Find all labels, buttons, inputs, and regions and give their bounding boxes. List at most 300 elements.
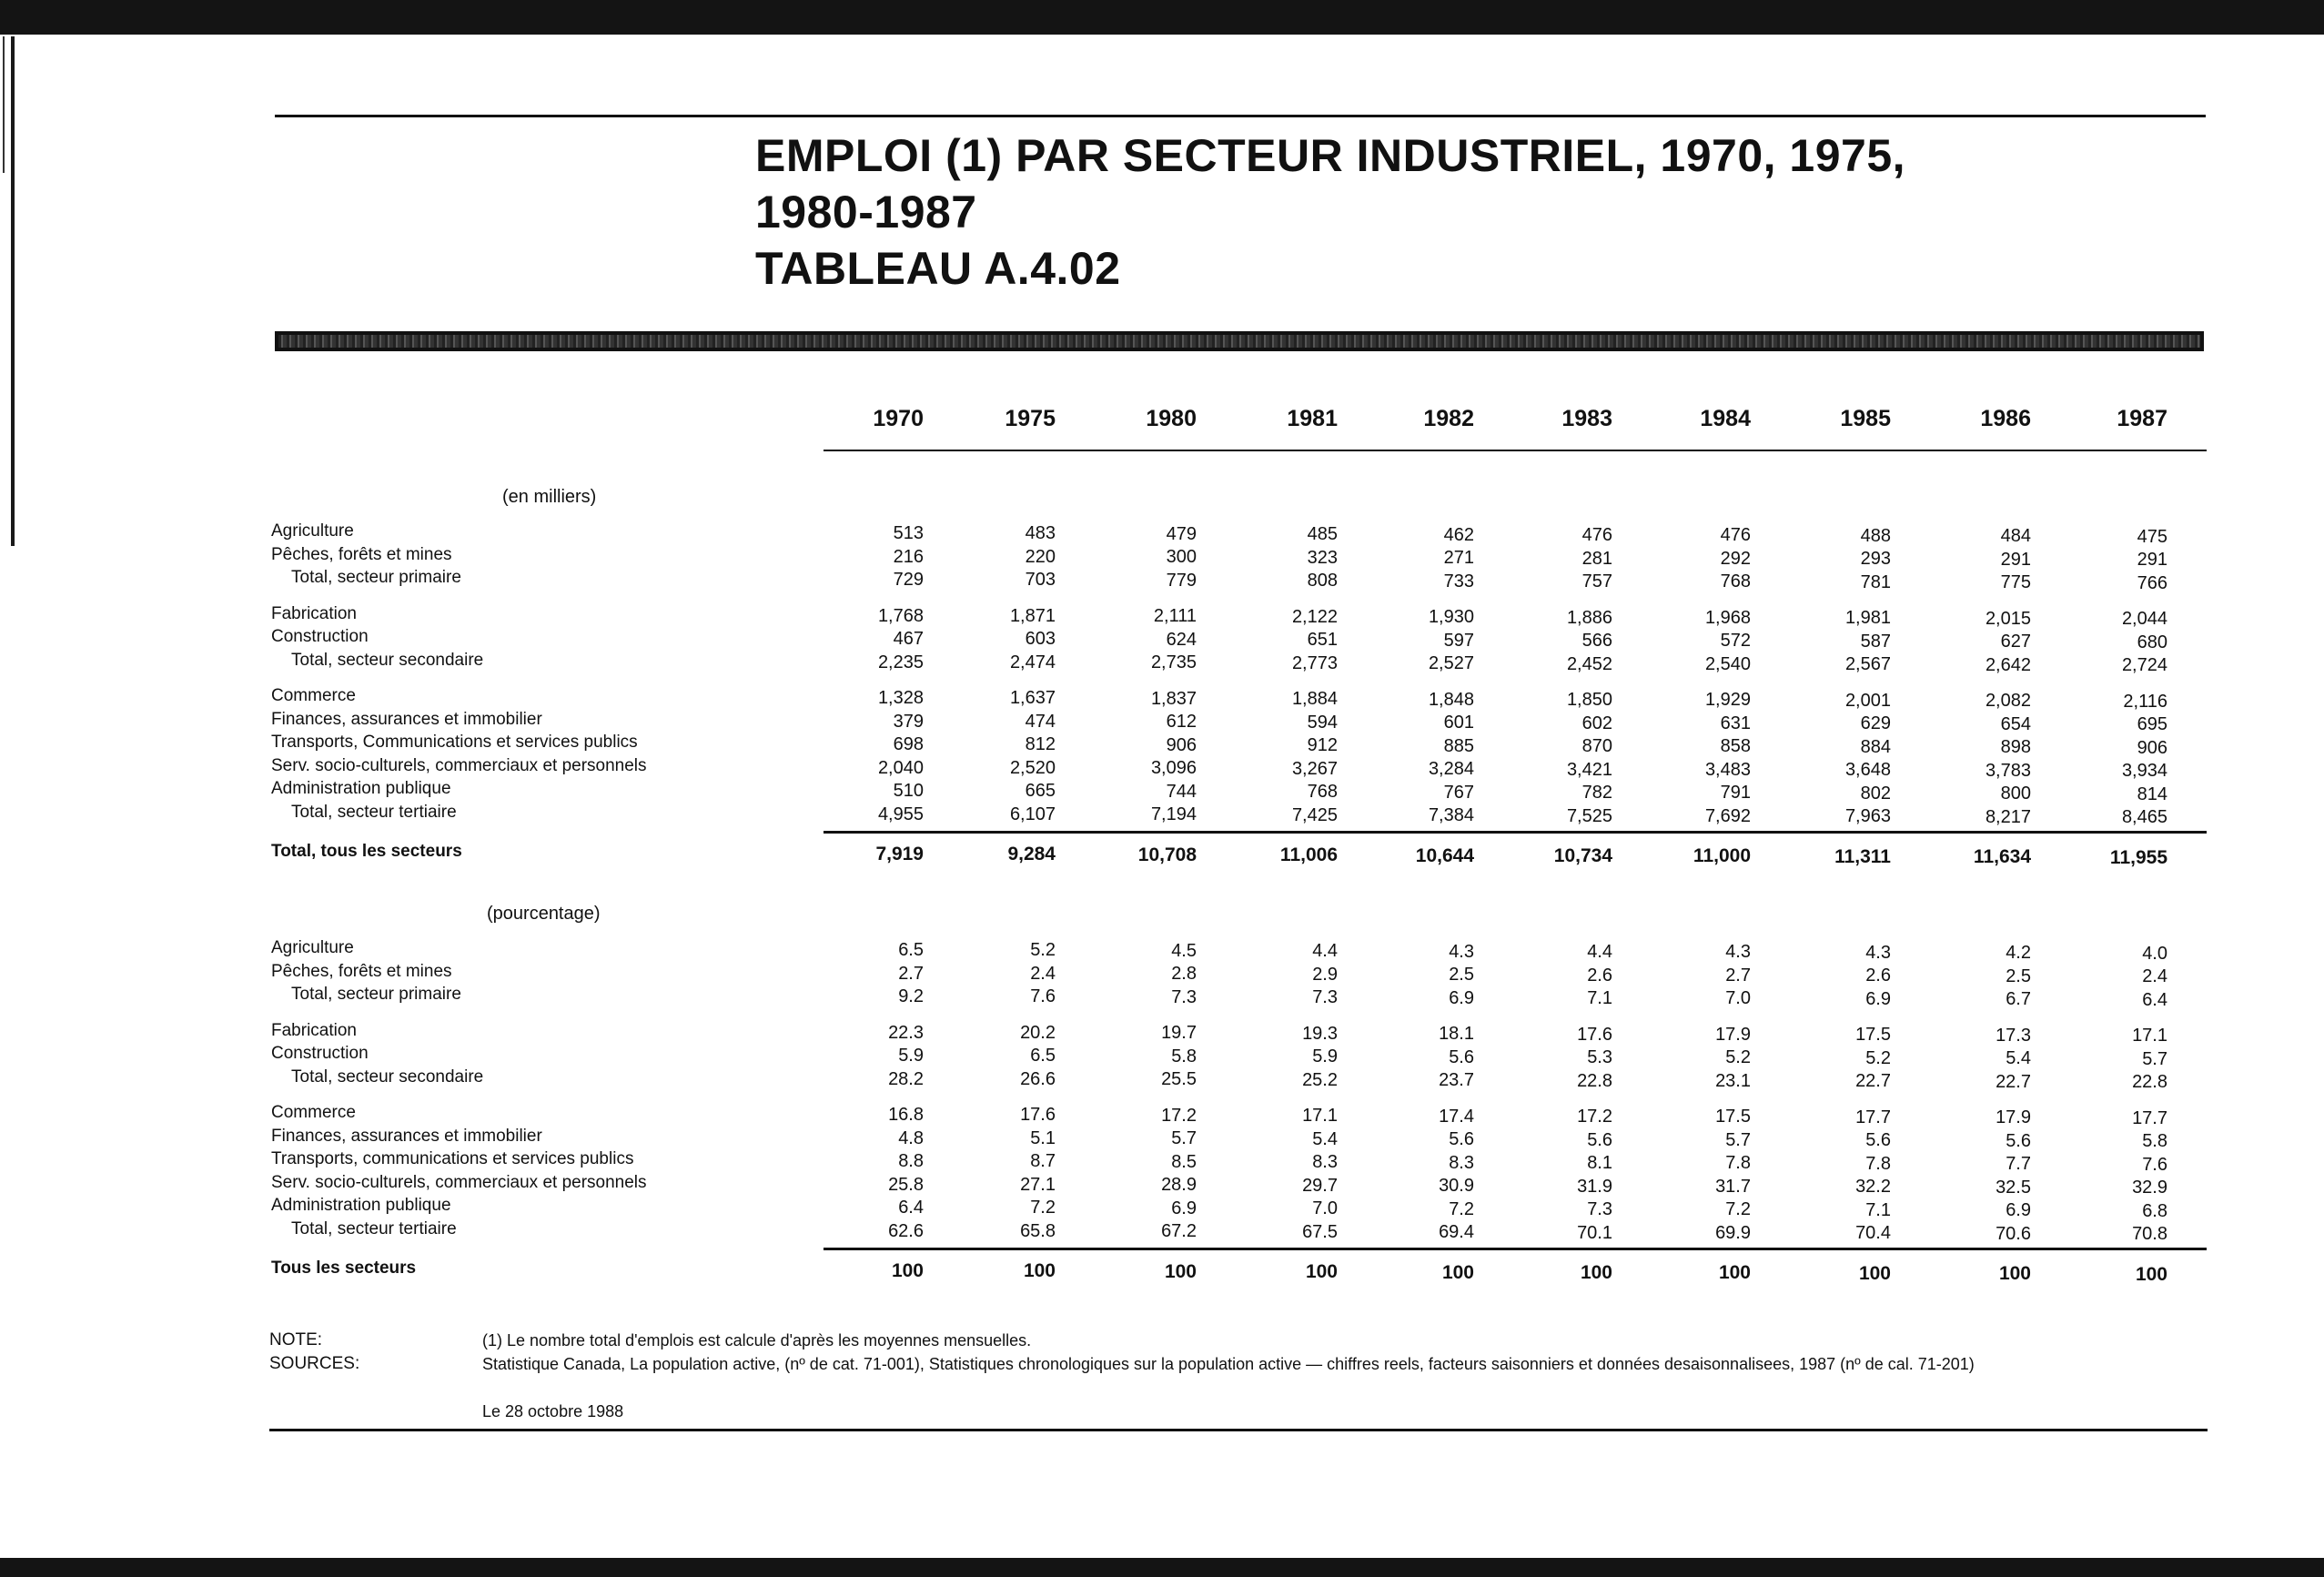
cell-value: 488 [1860, 525, 1891, 546]
cell-value: 19.7 [1161, 1023, 1197, 1044]
cell-value: 17.9 [1715, 1024, 1751, 1045]
cell-value: 7.2 [1449, 1198, 1474, 1219]
cell-value: 5.7 [2142, 1048, 2167, 1069]
cell-value: 67.2 [1161, 1221, 1197, 1242]
cell-value: 2,082 [1985, 691, 2031, 712]
cell-value: 291 [2000, 549, 2031, 570]
cell-value: 4,955 [877, 804, 924, 824]
cell-value: 858 [1720, 736, 1751, 757]
row-label: Fabrication [271, 1020, 357, 1040]
cell-value: 5.9 [898, 1046, 924, 1066]
cell-value: 8.8 [898, 1151, 924, 1171]
cell-value: 1,837 [1150, 688, 1197, 709]
cell-value: 808 [1307, 571, 1338, 591]
cell-value: 7,963 [1844, 806, 1891, 827]
unit-label: (en milliers) [502, 487, 597, 507]
bottom-rule [269, 1429, 2208, 1431]
cell-value: 485 [1307, 524, 1338, 545]
cell-value: 814 [2137, 783, 2167, 804]
total-cell-value: 10,734 [1553, 845, 1612, 866]
total-cell-value: 100 [1718, 1262, 1751, 1284]
cell-value: 3,096 [1150, 758, 1197, 779]
cell-value: 7.7 [2006, 1154, 2031, 1175]
cell-value: 5.2 [1725, 1047, 1751, 1068]
cell-value: 31.7 [1715, 1176, 1751, 1197]
cell-value: 703 [1025, 570, 1056, 591]
cell-value: 6.7 [2006, 989, 2031, 1010]
cell-value: 220 [1025, 546, 1056, 567]
page-title [755, 127, 1905, 297]
cell-value: 2,735 [1150, 652, 1197, 673]
cell-value: 7.6 [2142, 1154, 2167, 1175]
cell-value: 7.2 [1725, 1199, 1751, 1220]
total-cell-value: 11,000 [1692, 845, 1751, 867]
total-cell-value: 7,919 [875, 844, 924, 864]
cell-value: 5.4 [1312, 1128, 1338, 1149]
cell-value: 1,981 [1844, 608, 1891, 629]
cell-value: 768 [1307, 782, 1338, 803]
total-row-label: Total, tous les secteurs [271, 842, 462, 861]
row-label: Finances, assurances et immobilier [271, 709, 542, 729]
cell-value: 2,015 [1985, 608, 2031, 629]
note-text: (1) Le nombre total d'emplois est calcule d'après les moyennes mensuelles. [482, 1331, 1032, 1350]
cell-value: 323 [1307, 547, 1338, 568]
cell-value: 513 [893, 523, 924, 543]
cell-value: 2.9 [1312, 964, 1338, 985]
cell-value: 474 [1025, 711, 1056, 732]
cell-value: 5.6 [2006, 1130, 2031, 1151]
cell-value: 3,783 [1985, 760, 2031, 781]
cell-value: 510 [893, 781, 924, 801]
cell-value: 7.1 [1587, 988, 1612, 1008]
cell-value: 1,328 [877, 688, 924, 708]
cell-value: 597 [1443, 630, 1474, 651]
top-rule [275, 115, 2206, 117]
cell-value: 2,642 [1985, 654, 2031, 675]
cell-value: 25.2 [1302, 1069, 1338, 1090]
cell-value: 476 [1581, 525, 1612, 545]
cell-value: 629 [1860, 713, 1891, 734]
cell-value: 566 [1581, 631, 1612, 651]
row-label: Construction [271, 627, 369, 646]
total-cell-value: 100 [2135, 1263, 2167, 1285]
cell-value: 680 [2137, 632, 2167, 652]
cell-value: 631 [1720, 713, 1751, 733]
cell-value: 612 [1166, 712, 1197, 733]
total-cell-value: 100 [1023, 1260, 1056, 1282]
cell-value: 26.6 [1020, 1068, 1056, 1089]
cell-value: 32.5 [1996, 1177, 2031, 1198]
cell-value: 69.4 [1439, 1222, 1474, 1243]
cell-value: 4.8 [898, 1127, 924, 1148]
cell-value: 2.5 [2006, 965, 2031, 986]
scan-border-top [0, 0, 2324, 35]
cell-value: 744 [1166, 781, 1197, 802]
cell-value: 30.9 [1439, 1176, 1474, 1197]
cell-value: 62.6 [888, 1220, 924, 1241]
year-header-1975: 1975 [1005, 406, 1056, 431]
cell-value: 22.8 [1577, 1070, 1612, 1091]
cell-value: 5.6 [1449, 1046, 1474, 1067]
cell-value: 603 [1025, 629, 1056, 650]
cell-value: 906 [1166, 734, 1197, 755]
row-label: Serv. socio-culturels, commerciaux et personnels [271, 755, 647, 775]
total-cell-value: 100 [1998, 1263, 2031, 1285]
row-label: Total, secteur tertiaire [291, 802, 457, 822]
cell-value: 475 [2137, 526, 2167, 547]
cell-value: 70.6 [1996, 1223, 2031, 1244]
cell-value: 3,267 [1291, 758, 1338, 779]
cell-value: 7.8 [1725, 1153, 1751, 1174]
title-line-2: 1980-1987 [755, 187, 977, 238]
cell-value: 19.3 [1302, 1023, 1338, 1044]
row-label: Administration publique [271, 779, 451, 798]
cell-value: 69.9 [1715, 1222, 1751, 1243]
cell-value: 7,525 [1566, 805, 1612, 826]
cell-value: 8.3 [1312, 1152, 1338, 1173]
title-line-3: TABLEAU A.4.02 [755, 243, 1121, 294]
cell-value: 7,692 [1704, 805, 1751, 826]
cell-value: 7.3 [1171, 986, 1197, 1007]
cell-value: 870 [1581, 736, 1612, 756]
row-label: Agriculture [271, 521, 354, 541]
cell-value: 25.8 [888, 1174, 924, 1195]
row-label: Commerce [271, 686, 356, 705]
cell-value: 6.5 [1030, 1046, 1056, 1066]
year-header-1983: 1983 [1561, 406, 1612, 431]
cell-value: 3,934 [2121, 761, 2167, 782]
cell-value: 6.9 [1171, 1198, 1197, 1218]
cell-value: 65.8 [1020, 1220, 1056, 1241]
cell-value: 1,768 [877, 605, 924, 626]
total-rule [824, 1248, 2207, 1250]
cell-value: 31.9 [1577, 1176, 1612, 1197]
cell-value: 8.1 [1587, 1153, 1612, 1173]
cell-value: 67.5 [1302, 1221, 1338, 1242]
cell-value: 885 [1443, 735, 1474, 756]
cell-value: 800 [2000, 783, 2031, 804]
cell-value: 3,648 [1844, 760, 1891, 781]
total-row-label: Tous les secteurs [271, 1259, 417, 1278]
cell-value: 627 [2000, 632, 2031, 652]
cell-value: 6,107 [1009, 804, 1056, 824]
cell-value: 779 [1166, 570, 1197, 591]
cell-value: 479 [1166, 523, 1197, 544]
cell-value: 5.2 [1865, 1047, 1891, 1068]
cell-value: 4.3 [1865, 942, 1891, 963]
cell-value: 884 [1860, 736, 1891, 757]
cell-value: 2,452 [1566, 653, 1612, 674]
cell-value: 292 [1720, 548, 1751, 569]
total-cell-value: 100 [1858, 1262, 1891, 1284]
cell-value: 17.2 [1577, 1107, 1612, 1127]
cell-value: 2.6 [1865, 965, 1891, 986]
cell-value: 7,194 [1150, 804, 1197, 825]
cell-value: 695 [2137, 714, 2167, 735]
cell-value: 2.7 [898, 963, 924, 984]
cell-value: 2,235 [877, 652, 924, 672]
cell-value: 17.7 [2132, 1107, 2167, 1128]
cell-value: 22.8 [2132, 1072, 2167, 1093]
year-header-1981: 1981 [1287, 406, 1338, 431]
cell-value: 5.2 [1030, 940, 1056, 961]
row-label: Pêches, forêts et mines [271, 961, 452, 981]
date-text: Le 28 octobre 1988 [482, 1402, 624, 1420]
cell-value: 1,930 [1428, 607, 1474, 628]
cell-value: 25.5 [1161, 1069, 1197, 1090]
cell-value: 2,122 [1291, 606, 1338, 627]
scan-edge-mark-2 [3, 36, 5, 173]
cell-value: 767 [1443, 782, 1474, 803]
year-header-1980: 1980 [1146, 406, 1197, 431]
row-label: Agriculture [271, 938, 354, 957]
cell-value: 8.3 [1449, 1152, 1474, 1173]
cell-value: 7,425 [1291, 804, 1338, 825]
row-label: Finances, assurances et immobilier [271, 1126, 542, 1146]
total-cell-value: 100 [891, 1260, 924, 1281]
cell-value: 17.2 [1161, 1105, 1197, 1126]
cell-value: 733 [1443, 571, 1474, 591]
cell-value: 912 [1307, 735, 1338, 756]
cell-value: 2,567 [1844, 654, 1891, 675]
cell-value: 782 [1581, 783, 1612, 803]
cell-value: 601 [1443, 713, 1474, 733]
cell-value: 757 [1581, 571, 1612, 591]
row-label: Total, secteur primaire [291, 568, 461, 587]
cell-value: 4.4 [1587, 942, 1612, 962]
total-cell-value: 100 [1305, 1261, 1338, 1283]
cell-value: 4.4 [1312, 941, 1338, 962]
cell-value: 7.6 [1030, 986, 1056, 1007]
cell-value: 379 [893, 711, 924, 732]
total-cell-value: 11,955 [2109, 846, 2167, 868]
row-label: Fabrication [271, 603, 357, 623]
cell-value: 4.2 [2006, 943, 2031, 964]
cell-value: 6.4 [2142, 989, 2167, 1010]
cell-value: 5.1 [1030, 1127, 1056, 1148]
sources-label: SOURCES: [269, 1354, 360, 1373]
cell-value: 1,886 [1566, 607, 1612, 628]
year-header-1986: 1986 [1980, 406, 2031, 431]
row-label: Serv. socio-culturels, commerciaux et personnels [271, 1172, 647, 1192]
cell-value: 5.8 [1171, 1046, 1197, 1066]
cell-value: 17.4 [1439, 1106, 1474, 1127]
cell-value: 23.1 [1715, 1070, 1751, 1091]
total-cell-value: 11,311 [1834, 845, 1891, 867]
cell-value: 293 [1860, 549, 1891, 570]
cell-value: 1,637 [1009, 688, 1056, 709]
cell-value: 781 [1860, 571, 1891, 592]
cell-value: 22.7 [1855, 1071, 1891, 1092]
cell-value: 3,421 [1566, 759, 1612, 780]
row-label: Total, secteur tertiaire [291, 1218, 457, 1238]
cell-value: 572 [1720, 631, 1751, 652]
cell-value: 281 [1581, 548, 1612, 569]
cell-value: 32.9 [2132, 1178, 2167, 1198]
cell-value: 594 [1307, 712, 1338, 733]
cell-value: 812 [1025, 734, 1056, 755]
cell-value: 2,040 [877, 757, 924, 778]
header-underline [824, 450, 2207, 451]
cell-value: 1,968 [1704, 607, 1751, 628]
cell-value: 2.6 [1587, 965, 1612, 986]
cell-value: 17.5 [1715, 1107, 1751, 1127]
cell-value: 8.7 [1030, 1151, 1056, 1172]
cell-value: 4.5 [1171, 940, 1197, 961]
cell-value: 7.1 [1865, 1199, 1891, 1220]
cell-value: 2.5 [1449, 965, 1474, 986]
cell-value: 1,850 [1566, 690, 1612, 710]
cell-value: 29.7 [1302, 1175, 1338, 1196]
row-label: Transports, communications et services publics [271, 1149, 634, 1168]
title-divider-bar [275, 331, 2204, 351]
cell-value: 4.3 [1725, 942, 1751, 963]
cell-value: 2,724 [2121, 655, 2167, 676]
cell-value: 651 [1307, 630, 1338, 651]
cell-value: 18.1 [1439, 1024, 1474, 1045]
cell-value: 4.3 [1449, 941, 1474, 962]
cell-value: 2,474 [1009, 652, 1056, 672]
cell-value: 5.6 [1587, 1129, 1612, 1150]
cell-value: 5.6 [1449, 1129, 1474, 1150]
cell-value: 291 [2137, 550, 2167, 571]
cell-value: 6.5 [898, 940, 924, 960]
cell-value: 2.7 [1725, 965, 1751, 986]
cell-value: 23.7 [1439, 1070, 1474, 1091]
cell-value: 462 [1443, 524, 1474, 545]
cell-value: 17.9 [1996, 1107, 2031, 1128]
cell-value: 5.3 [1587, 1047, 1612, 1067]
cell-value: 898 [2000, 737, 2031, 758]
row-label: Pêches, forêts et mines [271, 544, 452, 564]
cell-value: 802 [1860, 783, 1891, 804]
cell-value: 906 [2137, 737, 2167, 758]
cell-value: 587 [1860, 631, 1891, 652]
cell-value: 768 [1720, 571, 1751, 592]
cell-value: 2.4 [2142, 966, 2167, 987]
cell-value: 7.3 [1587, 1199, 1612, 1219]
cell-value: 17.1 [1302, 1106, 1338, 1127]
cell-value: 9.2 [898, 986, 924, 1006]
cell-value: 32.2 [1855, 1177, 1891, 1198]
cell-value: 17.5 [1855, 1025, 1891, 1046]
cell-value: 70.1 [1577, 1222, 1612, 1243]
cell-value: 775 [2000, 572, 2031, 593]
cell-value: 8,465 [2121, 807, 2167, 828]
cell-value: 729 [893, 570, 924, 590]
cell-value: 624 [1166, 629, 1197, 650]
cell-value: 7.0 [1725, 988, 1751, 1009]
cell-value: 698 [893, 734, 924, 754]
cell-value: 1,871 [1009, 605, 1056, 626]
year-header-1970: 1970 [873, 406, 924, 431]
cell-value: 6.4 [898, 1198, 924, 1218]
cell-value: 28.2 [888, 1068, 924, 1089]
cell-value: 17.1 [2132, 1026, 2167, 1046]
cell-value: 7.8 [1865, 1153, 1891, 1174]
cell-value: 2,540 [1704, 653, 1751, 674]
cell-value: 665 [1025, 781, 1056, 802]
cell-value: 5.7 [1725, 1129, 1751, 1150]
cell-value: 70.8 [2132, 1224, 2167, 1245]
row-label: Transports, Communications et services publics [271, 733, 638, 752]
cell-value: 300 [1166, 547, 1197, 568]
total-rule [824, 831, 2207, 834]
cell-value: 27.1 [1020, 1174, 1056, 1195]
note-label: NOTE: [269, 1330, 323, 1350]
cell-value: 5.9 [1312, 1046, 1338, 1067]
cell-value: 22.3 [888, 1022, 924, 1043]
scan-border-bottom [0, 1558, 2324, 1577]
cell-value: 7.3 [1312, 987, 1338, 1008]
cell-value: 484 [2000, 526, 2031, 547]
unit-label: (pourcentage) [487, 904, 601, 924]
cell-value: 2,111 [1153, 606, 1197, 627]
cell-value: 2,044 [2121, 609, 2167, 630]
cell-value: 70.4 [1855, 1223, 1891, 1244]
total-cell-value: 10,708 [1137, 844, 1197, 865]
cell-value: 2,001 [1844, 690, 1891, 711]
year-header-1982: 1982 [1423, 406, 1474, 431]
cell-value: 654 [2000, 713, 2031, 734]
total-cell-value: 11,634 [1973, 846, 2031, 868]
cell-value: 17.7 [1855, 1107, 1891, 1127]
cell-value: 5.8 [2142, 1131, 2167, 1152]
total-cell-value: 10,644 [1415, 844, 1474, 866]
row-label: Construction [271, 1044, 369, 1063]
total-cell-value: 9,284 [1007, 844, 1056, 865]
cell-value: 467 [893, 629, 924, 649]
scan-edge-mark [11, 36, 15, 546]
cell-value: 22.7 [1996, 1071, 2031, 1092]
cell-value: 28.9 [1161, 1175, 1197, 1196]
title-line-1: EMPLOI (1) PAR SECTEUR INDUSTRIEL, 1970, 1975, [755, 130, 1906, 181]
cell-value: 17.6 [1577, 1024, 1612, 1045]
cell-value: 766 [2137, 572, 2167, 593]
cell-value: 483 [1025, 523, 1056, 544]
total-cell-value: 100 [1164, 1260, 1197, 1282]
cell-value: 1,884 [1291, 689, 1338, 710]
cell-value: 1,929 [1704, 690, 1751, 711]
cell-value: 6.8 [2142, 1200, 2167, 1221]
cell-value: 20.2 [1020, 1022, 1056, 1043]
cell-value: 5.7 [1171, 1128, 1197, 1149]
cell-value: 476 [1720, 525, 1751, 546]
cell-value: 1,848 [1428, 689, 1474, 710]
cell-value: 2,116 [2123, 691, 2167, 712]
cell-value: 7.0 [1312, 1198, 1338, 1219]
cell-value: 3,483 [1704, 759, 1751, 780]
year-header-1985: 1985 [1840, 406, 1891, 431]
cell-value: 216 [893, 546, 924, 567]
year-header-1984: 1984 [1700, 406, 1751, 431]
cell-value: 2.4 [1030, 963, 1056, 984]
year-header-1987: 1987 [2117, 406, 2167, 431]
cell-value: 4.0 [2142, 943, 2167, 964]
cell-value: 8,217 [1985, 806, 2031, 827]
cell-value: 3,284 [1428, 759, 1474, 780]
sources-text: Statistique Canada, La population active, (nº de cat. 71-001), Statistiques chronologiques sur la population active — chiffres reels, facteurs saisonniers et données desaisonnalisees, 1987 (nº de cal. 71-201) [482, 1355, 1975, 1373]
cell-value: 2.8 [1171, 964, 1197, 985]
cell-value: 16.8 [888, 1105, 924, 1125]
row-label: Commerce [271, 1103, 356, 1122]
cell-value: 5.4 [2006, 1048, 2031, 1069]
cell-value: 7,384 [1428, 805, 1474, 826]
row-label: Total, secteur secondaire [291, 650, 484, 670]
cell-value: 2,520 [1009, 757, 1056, 778]
cell-value: 6.9 [1865, 988, 1891, 1009]
cell-value: 6.9 [2006, 1200, 2031, 1221]
